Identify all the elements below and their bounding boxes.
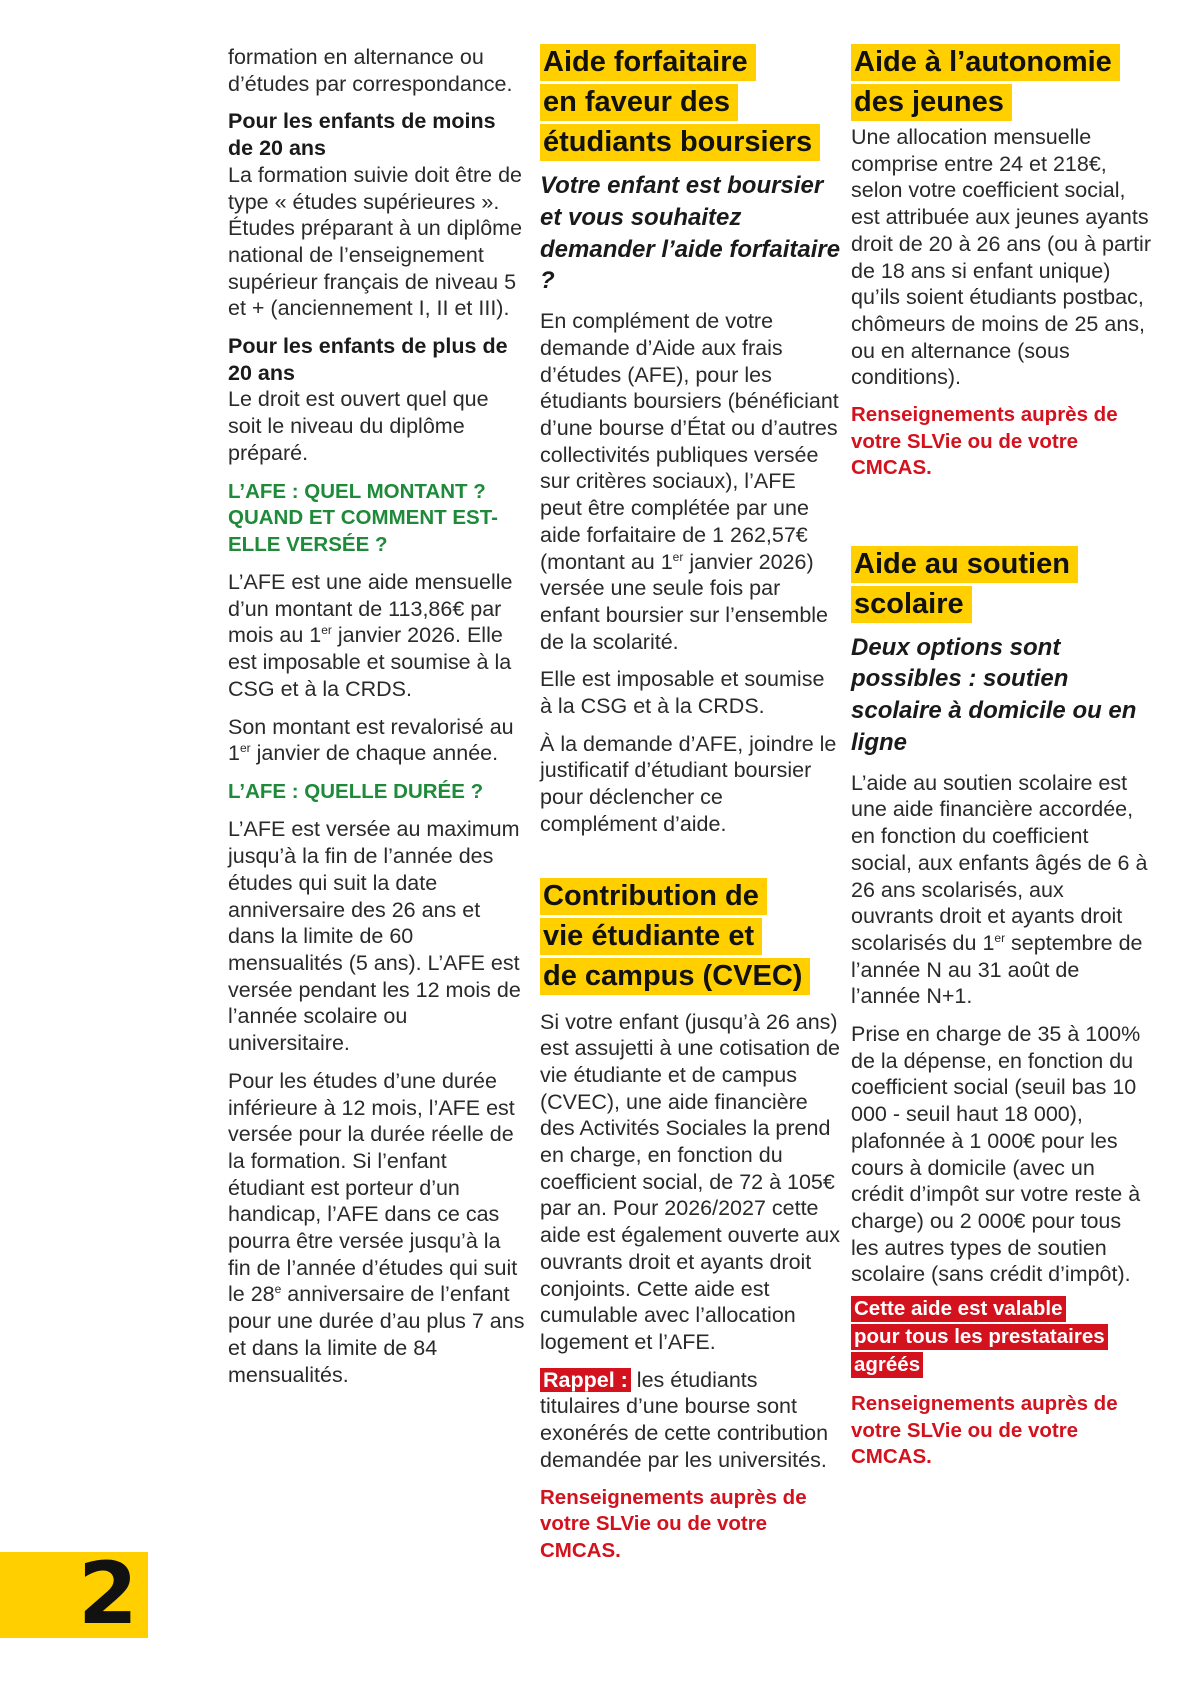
rappel-paragraph: Rappel : les étudiants titulaires d’une bourse sont exonérés de cette contribution demandée par les universités. [540, 1367, 829, 1472]
soutien-title: Aide au soutien scolaire [851, 546, 1151, 626]
autonomie-title: Aide à l’autonomie des jeunes [851, 44, 1151, 124]
soutien-lead: Deux options sont possibles : soutien scolaire à domicile ou en ligne [851, 633, 1137, 756]
soutien-contact: Renseignements auprès de votre SLVie ou de votre CMCAS. [851, 1392, 1118, 1469]
forfait-paragraph-3: À la demande d’AFE, joindre le justificatif d’étudiant boursier pour déclencher ce complément d’aide. [540, 731, 837, 836]
intro-text: formation en alternance ou d’études par correspondance. [228, 45, 513, 96]
duree-paragraph-2: Pour les études d’une durée inférieure à 12 mois, l’AFE est versée pour la durée réelle de la formation. Si l’enfant étudiant est porteur d’un handicap, l’AFE dans ce cas pourra être versée jusqu’à la fin de l’année d’études qui suit le 28e anniversaire de l’enfant pour une durée d’au plus 7 ans et dans la limite de 84 mensualités. [228, 1068, 525, 1387]
valable-banner: Cette aide est valable pour tous les prestataires agréés [851, 1296, 1151, 1380]
column-middle [540, 44, 842, 1564]
forfait-lead: Votre enfant est boursier et vous souhaitez demander l’aide forfaitaire ? [540, 172, 841, 295]
under20-body: La formation suivie doit être de type « études supérieures ». Études préparant à un diplôme national de l’enseignement supérieur français de niveau 5 et + (anciennement I, II et III). [228, 162, 523, 321]
cvec-title: Contribution de vie étudiante et de campus (CVEC) [540, 878, 842, 998]
over20-body: Le droit est ouvert quel que soit le niveau du diplôme préparé. [228, 387, 489, 465]
montant-paragraph-2: Son montant est revalorisé au 1er janvier de chaque année. [228, 714, 514, 766]
under20-heading: Pour les enfants de moins de 20 ans [228, 109, 496, 161]
column-left [228, 44, 526, 1388]
montant-heading: L’AFE : QUEL MONTANT ? QUAND ET COMMENT EST-ELLE VERSÉE ? [228, 479, 498, 556]
montant-paragraph-1: L’AFE est une aide mensuelle d’un montant de 113,86€ par mois au 1er janvier 2026. Elle est imposable et soumise à la CSG et à la CRDS. [228, 570, 513, 701]
autonomie-contact: Renseignements auprès de votre SLVie ou de votre CMCAS. [851, 403, 1118, 480]
over20-heading: Pour les enfants de plus de 20 ans [228, 334, 508, 385]
cvec-contact: Renseignements auprès de votre SLVie ou de votre CMCAS. [540, 1485, 807, 1562]
forfait-paragraph-1: En complément de votre demande d’Aide aux frais d’études (AFE), pour les étudiants boursiers (bénéficiant d’une bourse d’État ou d’autres collectivités publiques versée sur critères sociaux), l’AFE peut être complétée par une aide forfaitaire de 1 262,57€ (montant au 1er janvier 2026) versée une seule fois par enfant boursier sur l’ensemble de la scolarité. [540, 309, 839, 654]
rappel-label: Rappel : [540, 1368, 631, 1392]
forfait-title: Aide forfaitaire en faveur des étudiants boursiers [540, 44, 842, 164]
soutien-paragraph-1: L’aide au soutien scolaire est une aide financière accordée, en fonction du coefficient social, aux enfants âgés de 6 à 26 ans scolarisés, aux ouvrants droit et ayants droit scolarisés du 1er septembre de l’année N au 31 août de l’année N+1. [851, 770, 1148, 1009]
duree-heading: L’AFE : QUELLE DURÉE ? [228, 779, 484, 803]
duree-paragraph-1: L’AFE est versée au maximum jusqu’à la fin de l’année des études qui suit la date anniversaire des 26 ans et dans la limite de 60 mensualités (5 ans). L’AFE est versée pendant les 12 mois de l’année scolaire ou universitaire. [228, 817, 521, 1056]
soutien-paragraph-2: Prise en charge de 35 à 100% de la dépense, en fonction du coefficient social (seuil bas 10 000 - seuil haut 18 000), plafonnée à 1 000€ pour les cours à domicile (avec un crédit d’impôt sur votre reste à charge) ou 2 000€ pour tous les autres types de soutien scolaire (sans crédit d’impôt). [851, 1022, 1141, 1287]
cvec-paragraph: Si votre enfant (jusqu’à 26 ans) est assujetti à une cotisation de vie étudiante et de campus (CVEC), une aide financière des Activités Sociales la prend en charge, en fonction du coefficient social, de 72 à 105€ par an. Pour 2026/2027 cette aide est également ouverte aux ouvrants droit et ayants droit conjoints. Cette aide est cumulable avec l’allocation logement et l’AFE. [540, 1009, 841, 1354]
autonomie-paragraph: Une allocation mensuelle comprise entre 24 et 218€, selon votre coefficient social, est attribuée aux jeunes ayants droit de 20 à 26 ans (ou à partir de 18 ans si enfant unique) qu’ils soient étudiants postbac, chômeurs de moins de 25 ans, ou en alternance (sous conditions). [851, 125, 1151, 390]
page-number: 2 [78, 1544, 138, 1644]
forfait-paragraph-2: Elle est imposable et soumise à la CSG et à la CRDS. [540, 667, 825, 719]
column-right [851, 44, 1151, 1471]
